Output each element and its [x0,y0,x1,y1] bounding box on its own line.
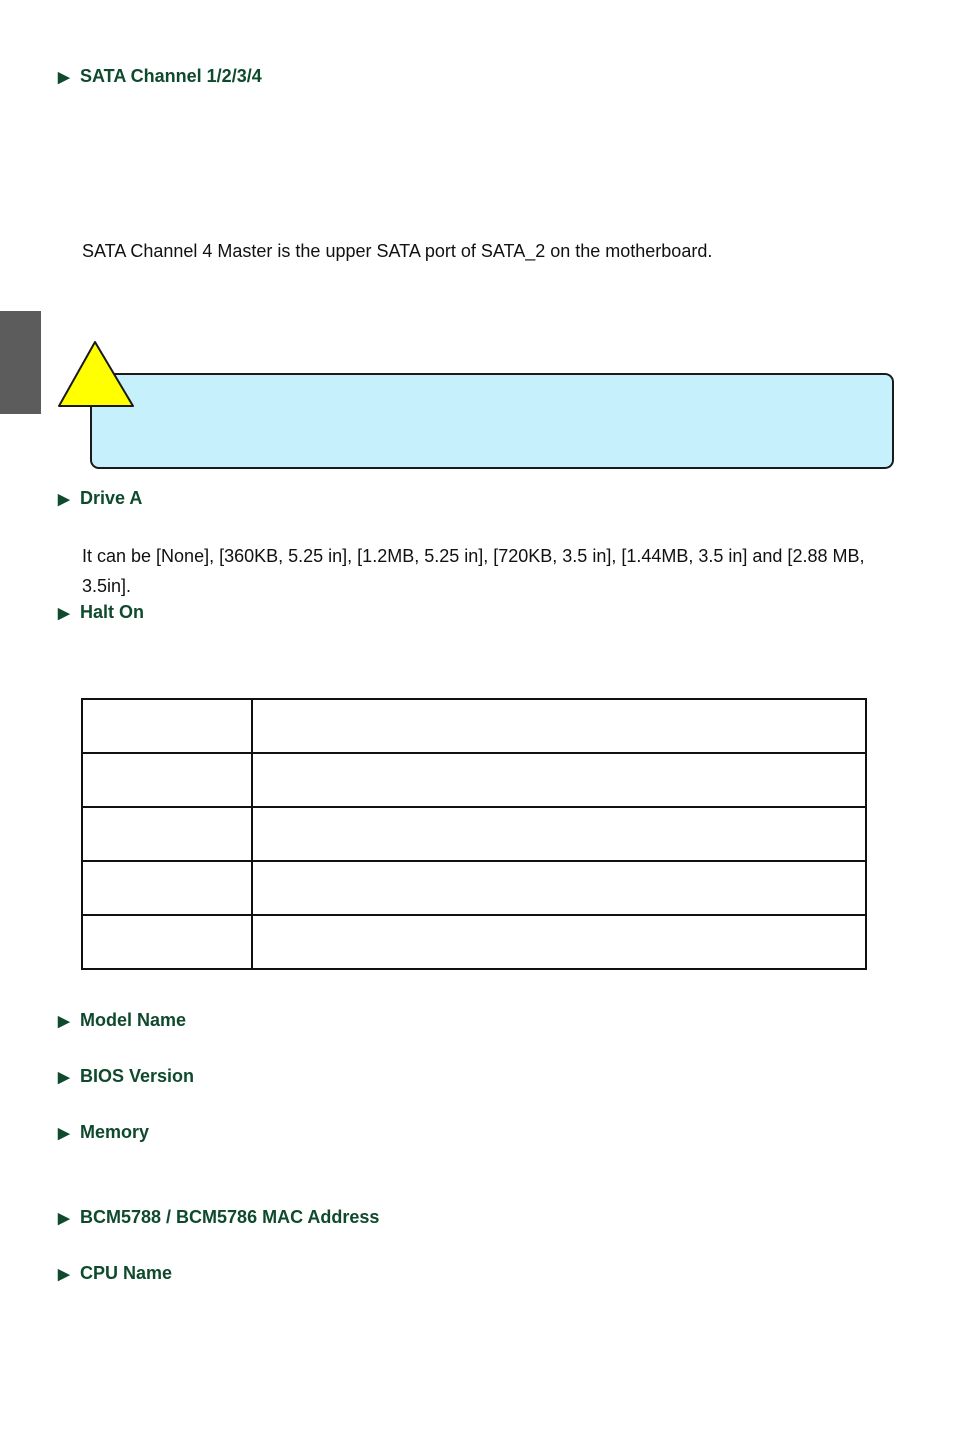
heading-sata-channel-label: SATA Channel 1/2/3/4 [80,66,262,86]
heading-mac-address [58,1207,379,1228]
heading-drive-a-label: Drive A [80,488,143,508]
table-cell-description [252,807,866,861]
heading-halt-on [58,602,144,623]
halt-on-table [81,698,867,970]
table-row [82,753,866,807]
table-row [82,915,866,969]
table-cell-option [82,861,252,915]
table-cell-option [82,807,252,861]
chapter-side-tab [0,311,41,414]
heading-halt-on-label: Halt On [80,602,145,622]
arrow-icon: ▶ [58,1069,70,1086]
table-cell-option [82,753,252,807]
table-cell-description [252,753,866,807]
warning-note-box [90,373,894,469]
heading-drive-a [58,488,142,509]
arrow-icon: ▶ [58,1210,70,1227]
heading-memory-label: Memory [80,1122,150,1142]
heading-cpu-name [58,1263,172,1284]
heading-mac-address-label: BCM5788 / BCM5786 MAC Address [80,1207,380,1227]
arrow-icon: ▶ [58,1125,70,1142]
table-row [82,807,866,861]
table-cell-option [82,699,252,753]
table-cell-description [252,915,866,969]
table-row [82,699,866,753]
sata-channel-note: SATA Channel 4 Master is the upper SATA port of SATA_2 on the motherboard. [82,241,713,261]
heading-memory [58,1122,149,1143]
arrow-icon: ▶ [58,1013,70,1030]
heading-bios-version [58,1066,194,1087]
heading-model-name [58,1010,186,1031]
heading-bios-version-label: BIOS Version [80,1066,195,1086]
arrow-icon: ▶ [58,605,70,622]
heading-model-name-label: Model Name [80,1010,187,1030]
heading-cpu-name-label: CPU Name [80,1263,173,1283]
table-cell-option [82,915,252,969]
drive-a-description: It can be [None], [360KB, 5.25 in], [1.2MB, 5.25 in], [720KB, 3.5 in], [1.44MB, 3.5 in] and [2.88 MB, 3.5in]. [82,546,865,596]
arrow-icon: ▶ [58,1266,70,1283]
arrow-icon: ▶ [58,69,70,86]
table-cell-description [252,861,866,915]
table-cell-description [252,699,866,753]
heading-sata-channel [58,66,262,87]
table-row [82,861,866,915]
warning-triangle-icon [56,340,136,410]
arrow-icon: ▶ [58,491,70,508]
